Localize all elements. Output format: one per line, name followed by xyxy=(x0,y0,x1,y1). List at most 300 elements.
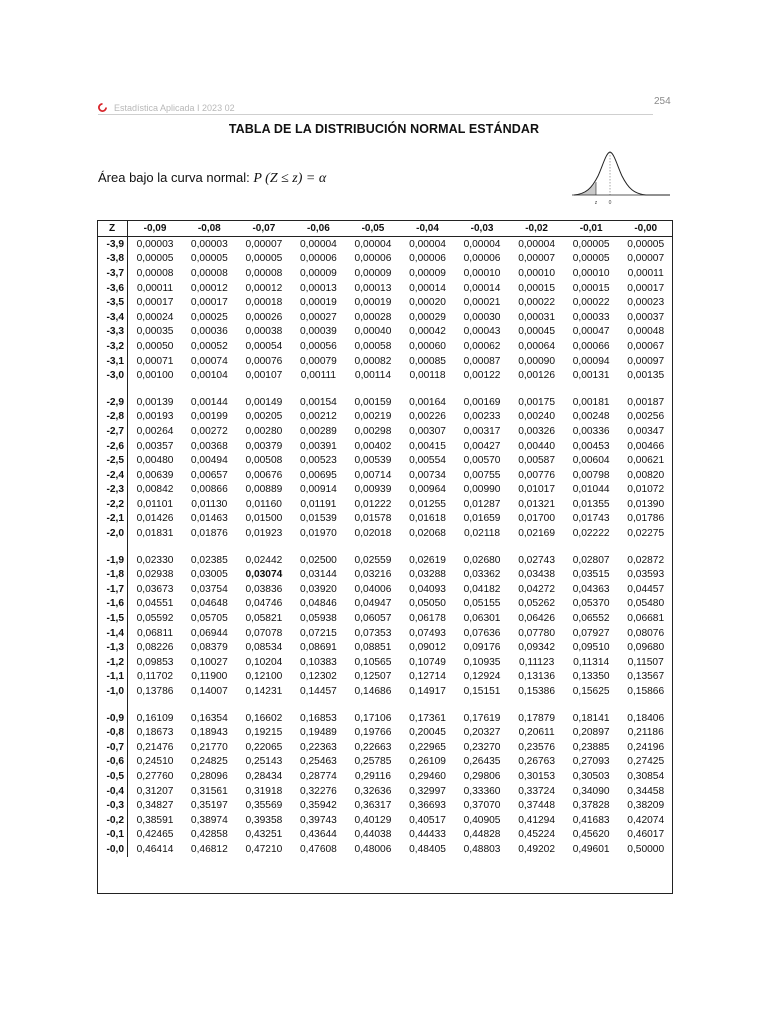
probability-cell: 0,07927 xyxy=(572,627,610,639)
probability-cell: 0,49601 xyxy=(572,843,610,855)
probability-cell: 0,16602 xyxy=(245,712,283,724)
probability-cell: 0,02118 xyxy=(464,528,501,540)
probability-cell: 0,00006 xyxy=(354,253,392,265)
probability-cell: 0,02559 xyxy=(354,554,392,566)
probability-cell: 0,00012 xyxy=(245,282,283,294)
probability-cell: 0,00094 xyxy=(572,355,610,367)
z-value-cell: -3,7 xyxy=(97,266,128,281)
probability-cell: 0,00205 xyxy=(245,411,283,423)
university-logo-icon xyxy=(98,103,107,112)
probability-cell: 0,00045 xyxy=(518,326,556,338)
probability-cell: 0,09680 xyxy=(627,642,665,654)
probability-cell: 0,20327 xyxy=(463,727,501,739)
probability-cell: 0,14007 xyxy=(190,686,228,698)
probability-cell: 0,15386 xyxy=(518,686,556,698)
probability-cell: 0,00009 xyxy=(354,267,392,279)
probability-cell: 0,02385 xyxy=(190,554,228,566)
probability-cell: 0,03754 xyxy=(190,583,228,595)
header-col: -0,04 xyxy=(400,220,455,237)
z-value-cell: -0,6 xyxy=(97,755,128,770)
probability-cell: 0,05821 xyxy=(245,613,283,625)
probability-cell: 0,01130 xyxy=(191,498,228,510)
probability-cell: 0,00022 xyxy=(518,297,556,309)
probability-cell: 0,02018 xyxy=(354,528,392,540)
probability-cell: 0,00017 xyxy=(190,297,228,309)
probability-cell: 0,00233 xyxy=(463,411,501,423)
probability-cell: 0,28434 xyxy=(245,770,283,782)
probability-cell: 0,00056 xyxy=(300,340,337,352)
probability-cell: 0,00104 xyxy=(190,370,228,382)
probability-cell: 0,00169 xyxy=(463,396,501,408)
probability-cell: 0,00494 xyxy=(190,455,228,467)
probability-cell: 0,00621 xyxy=(627,455,665,467)
z-value-cell: -0,7 xyxy=(97,740,128,755)
probability-cell: 0,00040 xyxy=(354,326,392,338)
probability-cell: 0,37070 xyxy=(463,800,501,812)
header-col: -0,00 xyxy=(618,220,673,237)
probability-cell: 0,00280 xyxy=(245,425,283,437)
probability-cell: 0,00025 xyxy=(190,311,228,323)
z-value-cell: -3,9 xyxy=(97,237,128,252)
z-value-cell: -0,9 xyxy=(97,711,128,726)
probability-cell: 0,12714 xyxy=(409,671,446,683)
probability-cell: 0,04947 xyxy=(354,598,392,610)
probability-cell: 0,00017 xyxy=(627,282,665,294)
probability-cell: 0,10565 xyxy=(354,656,392,668)
probability-cell: 0,04551 xyxy=(136,598,174,610)
probability-cell: 0,44038 xyxy=(354,829,392,841)
probability-cell: 0,00005 xyxy=(572,238,610,250)
page-number: 254 xyxy=(654,96,671,107)
probability-cell: 0,49202 xyxy=(518,843,556,855)
probability-cell: 0,01786 xyxy=(627,513,665,525)
probability-cell: 0,00019 xyxy=(300,297,337,309)
probability-cell: 0,30153 xyxy=(518,770,556,782)
z-value-cell: -2,6 xyxy=(97,439,128,454)
probability-cell: 0,00990 xyxy=(463,484,501,496)
probability-cell: 0,00019 xyxy=(354,297,392,309)
probability-cell: 0,33724 xyxy=(518,785,556,797)
probability-cell: 0,00149 xyxy=(245,396,283,408)
probability-cell: 0,26763 xyxy=(518,756,556,768)
probability-cell: 0,23576 xyxy=(518,741,556,753)
probability-cell: 0,15866 xyxy=(627,686,665,698)
probability-cell: 0,00004 xyxy=(463,238,501,250)
header-col: -0,09 xyxy=(128,220,183,237)
probability-cell: 0,00026 xyxy=(245,311,283,323)
probability-cell: 0,18141 xyxy=(572,712,610,724)
probability-cell: 0,45620 xyxy=(572,829,610,841)
probability-cell: 0,22663 xyxy=(354,741,392,753)
probability-cell: 0,02680 xyxy=(463,554,501,566)
probability-cell: 0,48405 xyxy=(409,843,446,855)
probability-cell: 0,08379 xyxy=(190,642,228,654)
area-formula xyxy=(98,170,326,187)
shaded-area xyxy=(574,182,596,195)
probability-cell: 0,00097 xyxy=(627,355,665,367)
probability-cell: 0,07215 xyxy=(300,627,337,639)
probability-cell: 0,00539 xyxy=(354,455,392,467)
probability-cell: 0,00118 xyxy=(409,370,446,382)
probability-cell: 0,04093 xyxy=(409,583,446,595)
probability-cell: 0,00657 xyxy=(190,469,228,481)
probability-cell: 0,01876 xyxy=(190,528,228,540)
probability-cell: 0,01191 xyxy=(300,498,337,510)
probability-cell: 0,01578 xyxy=(354,513,392,525)
probability-cell: 0,46414 xyxy=(136,843,174,855)
probability-cell: 0,00071 xyxy=(136,355,174,367)
z-value-cell: -0,2 xyxy=(97,813,128,828)
probability-cell: 0,17106 xyxy=(354,712,392,724)
probability-cell: 0,40517 xyxy=(409,814,446,826)
probability-cell: 0,00005 xyxy=(136,253,174,265)
z-value-cell: -1,0 xyxy=(97,684,128,699)
probability-cell: 0,00037 xyxy=(627,311,665,323)
probability-cell: 0,00415 xyxy=(409,440,446,452)
normal-curve-figure xyxy=(570,146,672,214)
probability-cell: 0,01618 xyxy=(409,513,446,525)
probability-cell: 0,41294 xyxy=(518,814,556,826)
probability-cell: 0,02222 xyxy=(572,528,610,540)
probability-cell: 0,00554 xyxy=(409,455,446,467)
probability-cell: 0,00164 xyxy=(409,396,446,408)
probability-cell: 0,12924 xyxy=(463,671,501,683)
probability-cell: 0,00939 xyxy=(354,484,392,496)
probability-cell: 0,00114 xyxy=(354,370,391,382)
probability-cell: 0,00440 xyxy=(518,440,556,452)
zero-label: 0 xyxy=(608,200,612,206)
probability-cell: 0,03362 xyxy=(463,569,501,581)
probability-cell: 0,08851 xyxy=(354,642,392,654)
probability-cell: 0,27425 xyxy=(627,756,665,768)
probability-cell: 0,38974 xyxy=(190,814,228,826)
probability-cell: 0,18406 xyxy=(627,712,665,724)
probability-cell: 0,11702 xyxy=(136,671,174,683)
probability-cell: 0,00030 xyxy=(463,311,501,323)
probability-cell: 0,30503 xyxy=(572,770,610,782)
probability-cell: 0,00010 xyxy=(572,267,610,279)
probability-cell: 0,01101 xyxy=(136,498,174,510)
probability-cell: 0,07780 xyxy=(518,627,556,639)
probability-cell: 0,00347 xyxy=(627,425,665,437)
probability-cell: 0,00048 xyxy=(627,326,665,338)
probability-cell: 0,29116 xyxy=(354,770,391,782)
probability-cell: 0,03216 xyxy=(354,569,392,581)
probability-cell: 0,02068 xyxy=(409,528,446,540)
probability-cell: 0,00842 xyxy=(136,484,174,496)
probability-cell: 0,00054 xyxy=(245,340,283,352)
probability-cell: 0,03836 xyxy=(245,583,283,595)
probability-cell: 0,28096 xyxy=(190,770,228,782)
probability-cell: 0,31918 xyxy=(245,785,283,797)
probability-cell: 0,00074 xyxy=(190,355,228,367)
probability-cell: 0,37828 xyxy=(572,800,610,812)
probability-cell: 0,09176 xyxy=(463,642,501,654)
probability-cell: 0,00011 xyxy=(627,267,664,279)
probability-cell: 0,00175 xyxy=(518,396,556,408)
probability-cell: 0,15151 xyxy=(463,686,501,698)
probability-cell: 0,06944 xyxy=(190,627,228,639)
probability-cell: 0,03074 xyxy=(245,569,283,581)
probability-cell: 0,21186 xyxy=(627,727,664,739)
probability-cell: 0,00122 xyxy=(463,370,501,382)
z-value-cell: -1,4 xyxy=(97,626,128,641)
course-title: Estadística Aplicada I 2023 02 xyxy=(114,103,235,113)
probability-cell: 0,34827 xyxy=(136,800,174,812)
z-value-cell: -3,4 xyxy=(97,310,128,325)
probability-cell: 0,00006 xyxy=(300,253,337,265)
probability-cell: 0,00226 xyxy=(409,411,446,423)
probability-cell: 0,00187 xyxy=(627,396,665,408)
probability-cell: 0,10935 xyxy=(463,656,501,668)
probability-cell: 0,18943 xyxy=(190,727,228,739)
probability-cell: 0,05262 xyxy=(518,598,556,610)
probability-cell: 0,47210 xyxy=(245,843,283,855)
probability-cell: 0,42074 xyxy=(627,814,665,826)
probability-cell: 0,35569 xyxy=(245,800,283,812)
probability-cell: 0,30854 xyxy=(627,770,665,782)
z-value-cell: -1,6 xyxy=(97,597,128,612)
probability-cell: 0,00014 xyxy=(463,282,501,294)
probability-cell: 0,19489 xyxy=(300,727,337,739)
probability-cell: 0,00508 xyxy=(245,455,283,467)
probability-cell: 0,04746 xyxy=(245,598,283,610)
probability-cell: 0,23270 xyxy=(463,741,501,753)
z-value-cell: -0,1 xyxy=(97,828,128,843)
z-value-cell: -0,4 xyxy=(97,784,128,799)
probability-cell: 0,00038 xyxy=(245,326,283,338)
probability-cell: 0,00798 xyxy=(572,469,610,481)
probability-cell: 0,08226 xyxy=(136,642,174,654)
probability-cell: 0,02275 xyxy=(627,528,665,540)
probability-cell: 0,00755 xyxy=(463,469,501,481)
probability-cell: 0,00014 xyxy=(409,282,446,294)
z-value-cell: -2,3 xyxy=(97,483,128,498)
probability-cell: 0,00090 xyxy=(518,355,556,367)
probability-cell: 0,00139 xyxy=(136,396,174,408)
probability-cell: 0,00289 xyxy=(300,425,337,437)
probability-cell: 0,26109 xyxy=(409,756,446,768)
probability-cell: 0,00336 xyxy=(572,425,610,437)
probability-cell: 0,00007 xyxy=(518,253,556,265)
probability-cell: 0,00031 xyxy=(518,311,556,323)
probability-cell: 0,17361 xyxy=(409,712,446,724)
probability-cell: 0,36317 xyxy=(354,800,392,812)
probability-cell: 0,00003 xyxy=(136,238,174,250)
probability-cell: 0,00820 xyxy=(627,469,665,481)
probability-cell: 0,01539 xyxy=(300,513,337,525)
probability-cell: 0,19215 xyxy=(245,727,283,739)
probability-cell: 0,09012 xyxy=(409,642,446,654)
probability-cell: 0,27093 xyxy=(572,756,610,768)
probability-cell: 0,01072 xyxy=(627,484,665,496)
probability-cell: 0,04006 xyxy=(354,583,392,595)
probability-cell: 0,02938 xyxy=(136,569,174,581)
probability-cell: 0,00135 xyxy=(627,370,665,382)
probability-cell: 0,14457 xyxy=(300,686,337,698)
probability-cell: 0,00035 xyxy=(136,326,174,338)
probability-cell: 0,02807 xyxy=(572,554,610,566)
probability-cell: 0,00029 xyxy=(409,311,446,323)
table-title: TABLA DE LA DISTRIBUCIÓN NORMAL ESTÁNDAR xyxy=(228,122,540,136)
probability-cell: 0,00240 xyxy=(518,411,556,423)
probability-cell: 0,00067 xyxy=(627,340,665,352)
probability-cell: 0,05480 xyxy=(627,598,665,610)
probability-cell: 0,00154 xyxy=(300,396,337,408)
probability-cell: 0,20897 xyxy=(572,727,610,739)
probability-cell: 0,00676 xyxy=(245,469,283,481)
probability-cell: 0,00298 xyxy=(354,425,392,437)
probability-cell: 0,02500 xyxy=(300,554,337,566)
probability-cell: 0,34458 xyxy=(627,785,665,797)
probability-cell: 0,31561 xyxy=(190,785,228,797)
probability-cell: 0,47608 xyxy=(300,843,337,855)
probability-cell: 0,05938 xyxy=(300,613,337,625)
probability-cell: 0,00326 xyxy=(518,425,556,437)
probability-cell: 0,02743 xyxy=(518,554,556,566)
probability-cell: 0,05705 xyxy=(190,613,228,625)
probability-cell: 0,00008 xyxy=(190,267,228,279)
probability-cell: 0,00480 xyxy=(136,455,174,467)
probability-cell: 0,11507 xyxy=(627,656,664,668)
probability-cell: 0,35197 xyxy=(190,800,228,812)
probability-cell: 0,00144 xyxy=(190,396,228,408)
probability-cell: 0,01831 xyxy=(136,528,174,540)
probability-cell: 0,00064 xyxy=(518,340,556,352)
probability-cell: 0,00427 xyxy=(463,440,501,452)
z-value-cell: -3,6 xyxy=(97,281,128,296)
probability-cell: 0,00079 xyxy=(300,355,337,367)
probability-cell: 0,01287 xyxy=(463,498,501,510)
probability-cell: 0,14917 xyxy=(409,686,446,698)
z-value-cell: -2,9 xyxy=(97,395,128,410)
z-value-cell: -3,2 xyxy=(97,339,128,354)
probability-cell: 0,00008 xyxy=(245,267,283,279)
probability-cell: 0,00005 xyxy=(245,253,283,265)
probability-cell: 0,06057 xyxy=(354,613,392,625)
probability-cell: 0,00033 xyxy=(572,311,610,323)
probability-cell: 0,01390 xyxy=(627,498,665,510)
probability-cell: 0,01700 xyxy=(518,513,556,525)
z-value-cell: -0,3 xyxy=(97,798,128,813)
probability-cell: 0,00587 xyxy=(518,455,556,467)
probability-cell: 0,00013 xyxy=(354,282,392,294)
probability-cell: 0,01426 xyxy=(136,513,174,525)
z-value-cell: -1,7 xyxy=(97,582,128,597)
probability-cell: 0,00076 xyxy=(245,355,283,367)
probability-cell: 0,00010 xyxy=(463,267,501,279)
probability-cell: 0,00212 xyxy=(300,411,337,423)
probability-cell: 0,06426 xyxy=(518,613,556,625)
probability-cell: 0,00570 xyxy=(463,455,501,467)
probability-cell: 0,00003 xyxy=(190,238,228,250)
probability-cell: 0,06301 xyxy=(463,613,501,625)
probability-cell: 0,00004 xyxy=(300,238,337,250)
probability-cell: 0,00181 xyxy=(572,396,610,408)
header-col: -0,06 xyxy=(291,220,346,237)
probability-cell: 0,48006 xyxy=(354,843,392,855)
probability-cell: 0,00008 xyxy=(136,267,174,279)
probability-cell: 0,02872 xyxy=(627,554,665,566)
probability-cell: 0,20045 xyxy=(409,727,446,739)
probability-cell: 0,00734 xyxy=(409,469,446,481)
probability-cell: 0,25143 xyxy=(245,756,283,768)
z-value-cell: -2,1 xyxy=(97,512,128,527)
probability-cell: 0,01255 xyxy=(409,498,446,510)
probability-cell: 0,18673 xyxy=(136,727,174,739)
probability-cell: 0,13136 xyxy=(518,671,556,683)
z-value-cell: -2,2 xyxy=(97,497,128,512)
probability-cell: 0,00714 xyxy=(354,469,392,481)
probability-cell: 0,00009 xyxy=(409,267,446,279)
probability-cell: 0,05370 xyxy=(572,598,610,610)
probability-cell: 0,08076 xyxy=(627,627,665,639)
probability-cell: 0,03005 xyxy=(190,569,228,581)
z-value-cell: -0,5 xyxy=(97,769,128,784)
probability-cell: 0,10204 xyxy=(245,656,283,668)
probability-cell: 0,00017 xyxy=(136,297,174,309)
probability-cell: 0,00107 xyxy=(245,370,283,382)
probability-cell: 0,11123 xyxy=(518,656,555,668)
z-value-cell: -1,8 xyxy=(97,567,128,582)
z-value-cell: -2,0 xyxy=(97,526,128,541)
probability-cell: 0,09510 xyxy=(572,642,610,654)
probability-cell: 0,07353 xyxy=(354,627,392,639)
probability-cell: 0,03288 xyxy=(409,569,446,581)
probability-cell: 0,00052 xyxy=(190,340,228,352)
probability-cell: 0,01463 xyxy=(190,513,228,525)
probability-cell: 0,06681 xyxy=(627,613,665,625)
z-value-cell: -1,9 xyxy=(97,553,128,568)
probability-cell: 0,00964 xyxy=(409,484,446,496)
probability-cell: 0,00022 xyxy=(572,297,610,309)
probability-cell: 0,00006 xyxy=(409,253,446,265)
probability-cell: 0,44433 xyxy=(409,829,446,841)
probability-cell: 0,00695 xyxy=(300,469,337,481)
probability-cell: 0,24825 xyxy=(190,756,228,768)
probability-cell: 0,21770 xyxy=(190,741,228,753)
probability-cell: 0,01500 xyxy=(245,513,283,525)
probability-cell: 0,00010 xyxy=(518,267,556,279)
probability-cell: 0,32997 xyxy=(409,785,446,797)
probability-cell: 0,00391 xyxy=(300,440,337,452)
probability-cell: 0,06811 xyxy=(136,627,174,639)
probability-cell: 0,25785 xyxy=(354,756,392,768)
probability-cell: 0,08691 xyxy=(300,642,337,654)
probability-cell: 0,50000 xyxy=(627,843,665,855)
probability-cell: 0,03515 xyxy=(572,569,610,581)
probability-cell: 0,00866 xyxy=(190,484,228,496)
probability-cell: 0,00039 xyxy=(300,326,337,338)
probability-cell: 0,00015 xyxy=(572,282,610,294)
probability-cell: 0,01160 xyxy=(245,498,282,510)
probability-cell: 0,00523 xyxy=(300,455,337,467)
probability-cell: 0,04182 xyxy=(463,583,501,595)
header-col: -0,07 xyxy=(237,220,292,237)
probability-cell: 0,11900 xyxy=(191,671,228,683)
probability-cell: 0,00015 xyxy=(518,282,556,294)
probability-cell: 0,00062 xyxy=(463,340,501,352)
z-value-cell: -3,3 xyxy=(97,325,128,340)
probability-cell: 0,01355 xyxy=(572,498,610,510)
formula-label: Área bajo la curva normal: xyxy=(98,170,250,185)
probability-cell: 0,40905 xyxy=(463,814,501,826)
probability-cell: 0,03920 xyxy=(300,583,337,595)
z-value-cell: -1,2 xyxy=(97,655,128,670)
header-col: -0,05 xyxy=(346,220,401,237)
probability-cell: 0,07078 xyxy=(245,627,283,639)
probability-cell: 0,00005 xyxy=(190,253,228,265)
